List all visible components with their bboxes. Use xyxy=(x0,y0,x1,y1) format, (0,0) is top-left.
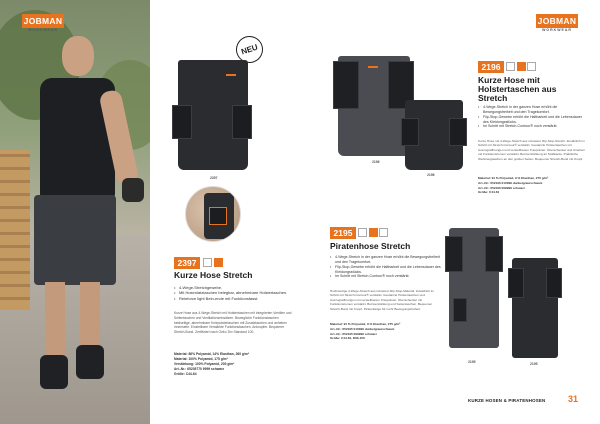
feature-icons xyxy=(358,228,388,237)
pocket-shape xyxy=(485,236,503,272)
feature-list xyxy=(174,285,294,301)
image-caption: 2196 xyxy=(372,160,380,164)
spec-line: Verstärkung: 100% Polyamid, 200 g/m² xyxy=(174,362,235,367)
page-number: 31 xyxy=(568,394,579,404)
feature-icons xyxy=(506,62,536,71)
feature-icons xyxy=(203,258,223,267)
spec-line: Art.-Nr.: 65239770 9999 schwarz xyxy=(174,367,225,372)
fabric-icon xyxy=(203,258,212,267)
spec-line: Größe: C44-64, D96-156 xyxy=(330,336,365,341)
spec-line: Größe: C44-64 xyxy=(174,372,197,377)
product-image-2195-grey xyxy=(449,228,499,348)
boot-shape xyxy=(40,355,68,389)
feature-item: • Im Schritt mit Stretch-Contour® noch verstärkt. xyxy=(478,124,586,129)
product-image-2196-grey xyxy=(338,56,410,156)
image-caption: 2195 xyxy=(530,362,538,366)
feature-item: • Flip-Stop-Gewebe erhöht die Haltbarkeit und die Lebensdauer des Kleidungsstücks. xyxy=(330,265,442,275)
product-description: Hochwertige 4-Wege-Stretch aus robustem Rip-Stop-Material. Zusätzlich im Schritt mit Stretch-Contour® verstärkt. Gestanzte Holstertaschen und Auszugsöffnungen mit verstellbarem Kniepolster. Oberschenkel mit Funktionsriemen verstärkt. Beinverstärkung und Seitentaschen. Bequemer Stretch-Bund mit Knopf. Piratenlänge für mehr Bewegungsfreiheit. xyxy=(330,289,434,311)
product-title: Kurze Hose mit Holstertaschen aus Stretch xyxy=(478,75,557,103)
spec-line: Material: 91 % Polyamid, 9 % Elasthan, 275 g/m² xyxy=(330,322,401,326)
spec-line: Größe: C44-64 xyxy=(478,190,500,195)
product-description: Kurze Hose mit 4-Wege-Stretch aus robustem Rip-Stop-Stretch. Zusätzlich im Schritt mit Stretch-Contour® verstärkt. Gestanzte Holstertaschen mit Auszugsöffnungen und verstellbarem Kniepolster. Oberschenkel und Unterteil mit Funktionsriemen verstärkt. Beinverstärkung an Stoßkante. Praktische Werkzeugtaschen an den großen Seiten. Bequemer Stretch-Bund mit Knopf. xyxy=(478,139,585,161)
spec-line: Art.-Nr.: 652195 010099 dunkelgrau/schwarz xyxy=(330,326,395,331)
brand-logo: JOBMAN WORKWEAR xyxy=(537,16,577,32)
feature-item: • 4-Wege-Stretch in der ganzen Hose erhöht die Bewegungsfreiheit und den Tragekomfort. xyxy=(478,105,586,115)
detail-pocket xyxy=(209,207,227,225)
feature-item: • Im Schritt mit Stretch-Contour® noch verstärkt. xyxy=(330,274,442,279)
pocket-shape xyxy=(333,61,359,109)
spec-line: Material: 91 % Polyamid, 9 % Elasthan, 275 g/m² xyxy=(478,176,549,180)
fabric-icon xyxy=(358,228,367,237)
product-specs xyxy=(174,352,294,378)
spec-line: Art.-Nr.: 652195 099999 schwarz xyxy=(330,331,377,336)
glove-shape xyxy=(122,178,144,202)
feature-item: • 4-Wege-Stretchgewebe. xyxy=(174,285,294,290)
feature-list xyxy=(330,255,442,279)
product-image-2195-black xyxy=(512,258,558,358)
product-number-badge: 2196 xyxy=(478,61,504,73)
product-description: Kurze Hose aus 4-Wege-Stretch mit Holstertaschen mit integrierten Ventilen und Seitentaschen und Ventilationseinsätzen. Bewegliche Funktionstaschen beidseitige, abnehmbare Kniepolstertaschen mit Zusatztaschen und anheben innenseite. Einstellbare Verstärkte Funktionstaschen, Anknopfer. Bequemer Stretch-Bund. Zertifiziert nach Oeko-Tex Standard 100. xyxy=(174,311,292,335)
leg-shape xyxy=(80,282,100,352)
product-title: Piratenhose Stretch xyxy=(330,241,411,251)
pocket-shape xyxy=(449,118,467,146)
product-number-badge: 2195 xyxy=(330,227,356,239)
section-footer: KURZE HOSEN & PIRATENHOSEN xyxy=(468,398,546,403)
boot-shape xyxy=(76,345,104,379)
feature-item: • Mit Hosenlatztaschen belegbar, abnehmbare Holstertaschen. xyxy=(174,290,294,295)
product-title: Kurze Hose Stretch xyxy=(174,270,253,280)
product-specs xyxy=(330,322,442,341)
product-image-2196-black xyxy=(405,100,463,170)
pallet-shape xyxy=(0,150,30,310)
product-image-2397 xyxy=(178,60,248,170)
shorts-shape xyxy=(34,195,116,285)
ripstop-icon xyxy=(527,62,536,71)
feature-list xyxy=(478,105,586,129)
image-caption: 2195 xyxy=(468,360,476,364)
pocket-shape xyxy=(508,268,524,298)
image-caption: 2397 xyxy=(210,176,218,180)
feature-item: • 4-Wege-Stretch in der ganzen Hose erhöht die Bewegungsfreiheit und den Tragekomfort. xyxy=(330,255,442,265)
feature-item: • Flip-Stop-Gewebe erhöht die Haltbarkeit und die Lebensdauer des Kleidungsstücks. xyxy=(478,115,586,125)
accent-stitch xyxy=(368,66,378,68)
pocket-shape xyxy=(232,105,252,139)
image-caption: 2196 xyxy=(427,173,435,177)
stretch-icon xyxy=(214,258,223,267)
new-badge: NEU xyxy=(232,32,266,66)
spec-line: Art.-Nr.: 652196 099999 schwarz xyxy=(478,185,525,190)
spec-line: Art.-Nr.: 652196 010099 dunkelgrau/schwarz xyxy=(478,180,543,185)
ripstop-icon xyxy=(379,228,388,237)
pocket-shape xyxy=(172,105,192,139)
leg-shape xyxy=(45,282,65,357)
pocket-shape xyxy=(546,268,562,298)
spec-line: Material: 100% Polyamid, 175 g/m² xyxy=(174,357,228,362)
knee-pad-shape xyxy=(453,298,467,322)
accent-stitch xyxy=(226,74,236,76)
product-number-badge: 2397 xyxy=(174,257,200,269)
pocket-shape xyxy=(401,118,419,146)
product-specs xyxy=(478,176,586,195)
pocket-shape xyxy=(445,236,463,272)
stretch-icon xyxy=(517,62,526,71)
spec-line: Material: 86% Polyamid, 14% Elasthan, 260 g/m² xyxy=(174,352,249,356)
brand-logo: JOBMAN WORKWEAR xyxy=(23,16,63,32)
fabric-icon xyxy=(506,62,515,71)
detail-closeup xyxy=(185,186,241,242)
stretch-icon xyxy=(369,228,378,237)
model-photo xyxy=(0,0,150,424)
feature-item: • Reinforce light Bein-ende mit Funktionsfasst. xyxy=(174,296,294,301)
head-shape xyxy=(62,36,94,76)
